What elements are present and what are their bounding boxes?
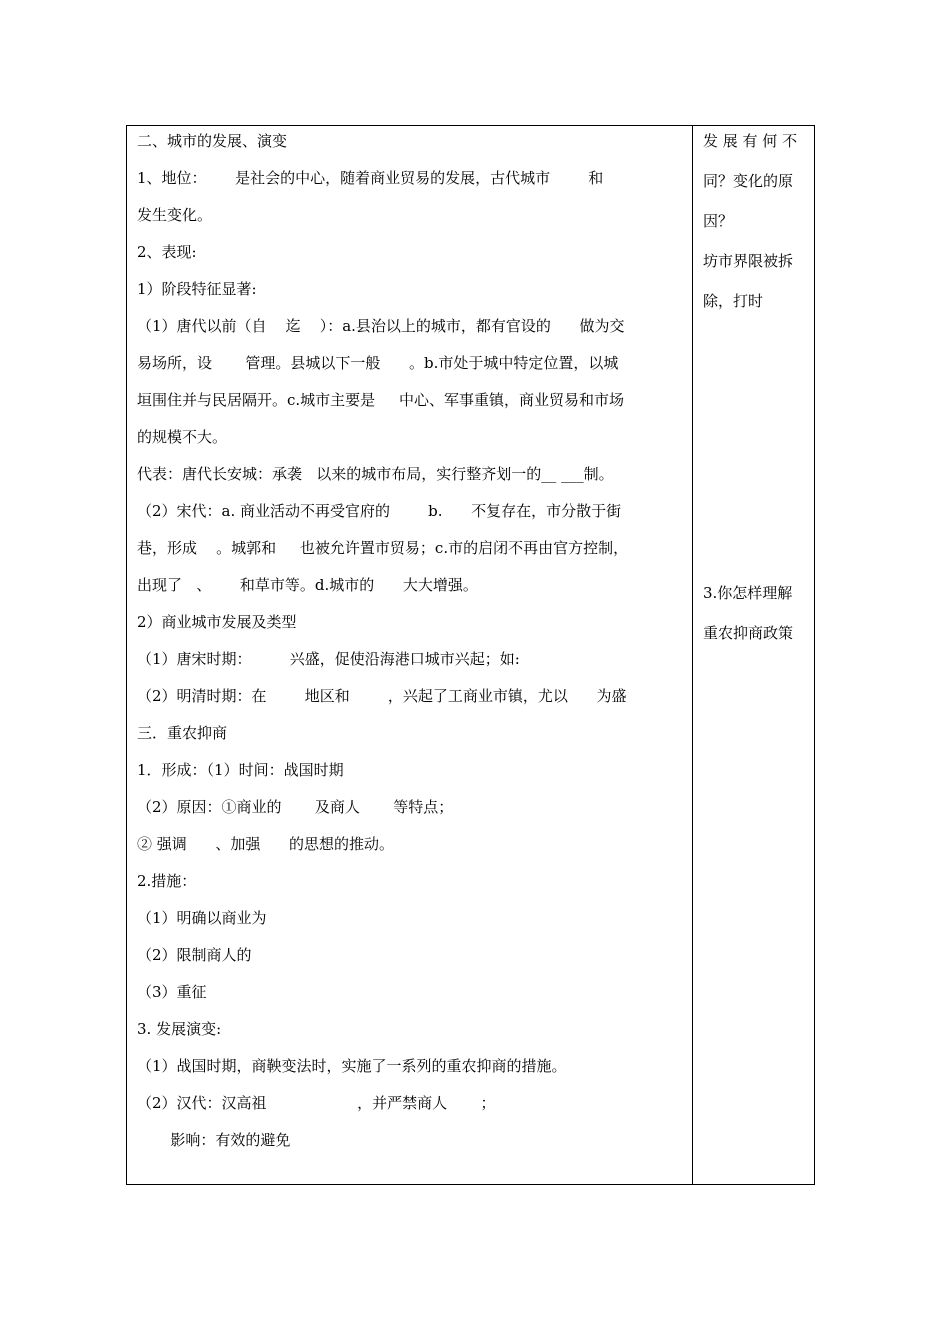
text-line: （2）明清时期：在 地区和 ，兴起了工商业市镇，尤以 为盛 [137, 687, 627, 705]
text-line: 出现了 、 和草市等。d.城市的 大大增强。 [137, 576, 478, 594]
text-line: （1）唐代以前（自 迄 ）：a.县治以上的城市，都有官设的 做为交 [137, 317, 625, 335]
text-line: （1）明确以商业为 [137, 909, 267, 927]
text-line: 发生变化。 [137, 206, 213, 224]
text-line: 2、表现: [137, 243, 197, 261]
text-line: 1、地位： 是社会的中心，随着商业贸易的发展，古代城市 和 [137, 169, 604, 187]
content-table [126, 125, 815, 1185]
text-line: 2）商业城市发展及类型 [137, 613, 297, 631]
text-line: 代表：唐代长安城：承袭 以来的城市布局，实行整齐划一的__ ___制。 [137, 465, 614, 483]
text-line: 影响：有效的避免 [137, 1131, 291, 1149]
text-line: ② 强调 、加强 的思想的推动。 [137, 835, 394, 853]
text-line: （3）重征 [137, 983, 207, 1001]
side-answer-line: 坊市界限被拆 [703, 252, 794, 270]
side-question-line: 同？变化的原 [703, 172, 794, 190]
side-spacer [703, 328, 806, 580]
text-line: 1．形成：（1）时间：战国时期 [137, 761, 344, 779]
text-line: 3. 发展演变: [137, 1020, 222, 1038]
section-heading-agriculture: 三．重农抑商 [137, 724, 228, 742]
text-line: （2）原因：①商业的 及商人 等特点； [137, 798, 454, 816]
text-line: （2）汉代：汉高祖 ，并严禁商人 ； [137, 1094, 496, 1112]
side-notes-cell [693, 126, 814, 1184]
text-line: （2）限制商人的 [137, 946, 252, 964]
side-question-line: 因？ [703, 212, 734, 230]
side-question-line: 重农抑商政策 [703, 624, 794, 642]
section-heading-city: 二、城市的发展、演变 [137, 132, 288, 150]
text-line: 巷，形成 。城郭和 也被允许置市贸易；c.市的启闭不再由官方控制， [137, 539, 629, 557]
text-line: 2.措施： [137, 872, 197, 890]
side-question-line: 发 展 有 何 不 [703, 132, 798, 150]
text-line: 易场所，设 管理。县城以下一般 。b.市处于城中特定位置，以城 [137, 354, 619, 372]
text-line: 1）阶段特征显著: [137, 280, 257, 298]
main-notes-cell [127, 126, 693, 1184]
side-answer-line: 除，打时 [703, 292, 764, 310]
text-line: （2）宋代：a. 商业活动不再受官府的 b. 不复存在，市分散于街 [137, 502, 622, 520]
text-line: 垣围住并与民居隔开。c.城市主要是 中心、军事重镇，商业贸易和市场 [137, 391, 625, 409]
side-question-line: 3.你怎样理解 [703, 584, 793, 602]
text-line: （1）战国时期，商鞅变法时，实施了一系列的重农抑商的措施。 [137, 1057, 567, 1075]
text-line: 的规模不大。 [137, 428, 228, 446]
text-line: （1）唐宋时期： 兴盛，促使沿海港口城市兴起；如: [137, 650, 520, 668]
